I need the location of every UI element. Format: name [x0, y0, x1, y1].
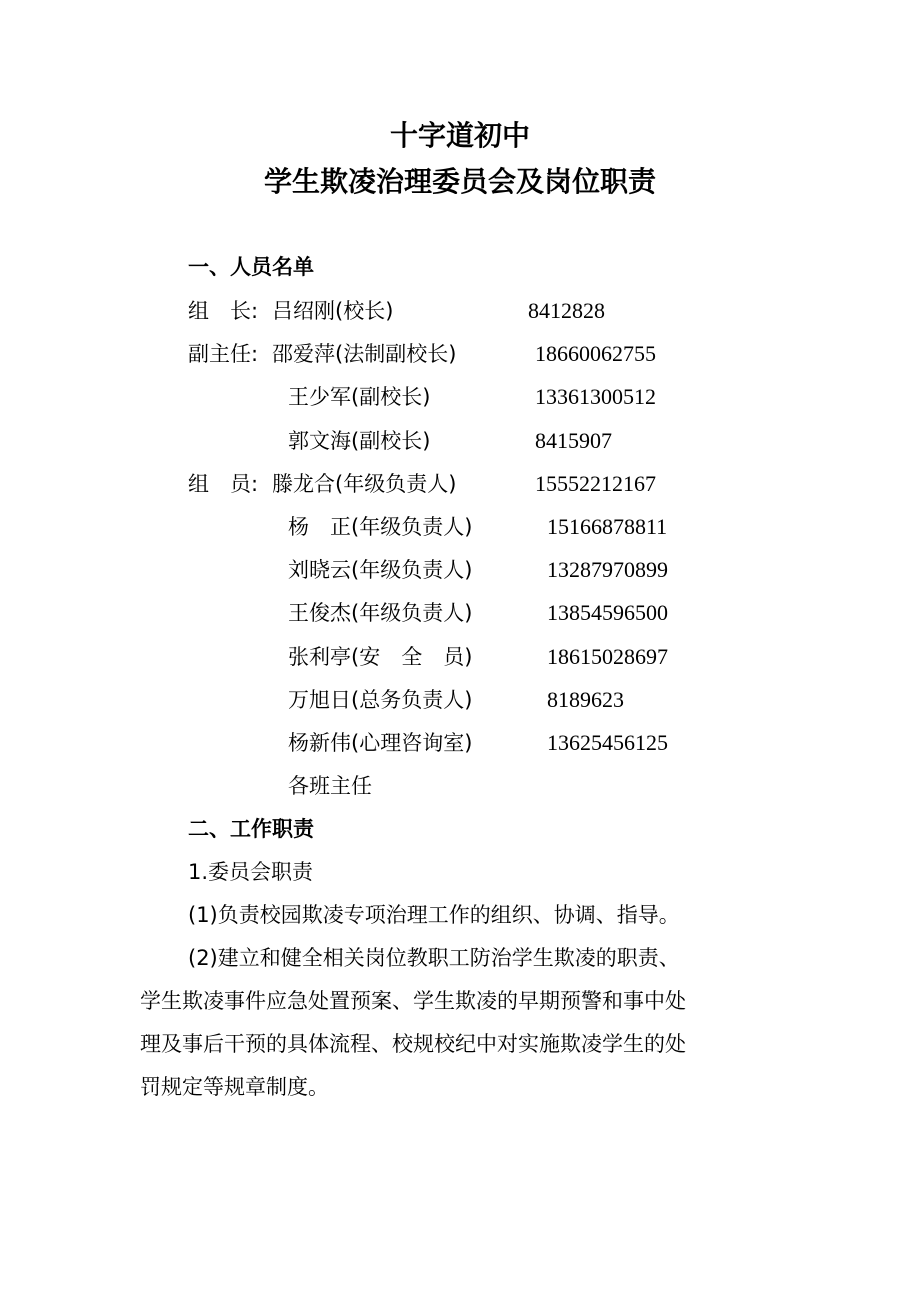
member-phone: 18615028697 — [547, 643, 668, 669]
member-role: 组 长: — [188, 299, 259, 323]
member-name: 郭文海(副校长) — [288, 428, 431, 453]
member-phone: 15552212167 — [535, 470, 656, 496]
member-name: 滕龙合(年级负责人) — [272, 471, 457, 496]
subheading-committee-duties: 1.委员会职责 — [188, 860, 314, 884]
member-name: 王少军(副校长) — [288, 385, 431, 410]
title-line-1: 十字道初中 — [389, 119, 530, 152]
member-name: 张利亭(安 全 员) — [288, 644, 473, 669]
member-role: 副主任: — [188, 342, 259, 367]
member-phone: 8412828 — [528, 298, 605, 323]
member-name: 杨新伟(心理咨询室) — [288, 731, 473, 755]
duty-item-2-line: 罚规定等规章制度。 — [140, 1075, 329, 1099]
member-phone: 18660062755 — [535, 341, 656, 367]
duty-item-2-line: 学生欺凌事件应急处置预案、学生欺凌的早期预警和事中处 — [140, 989, 686, 1013]
member-name: 各班主任 — [288, 774, 372, 799]
duty-item-1: (1)负责校园欺凌专项治理工作的组织、协调、指导。 — [188, 903, 680, 927]
member-phone: 8189623 — [547, 686, 624, 712]
member-phone: 13625456125 — [547, 730, 668, 755]
member-name: 吕绍刚(校长) — [272, 299, 394, 323]
member-name: 刘晓云(年级负责人) — [288, 558, 473, 583]
member-name: 王俊杰(年级负责人) — [288, 601, 473, 626]
member-phone: 13854596500 — [547, 600, 668, 626]
member-name: 杨 正(年级负责人) — [288, 515, 473, 539]
duty-item-2-line: (2)建立和健全相关岗位教职工防治学生欺凌的职责、 — [188, 946, 680, 970]
title-line-2: 学生欺凌治理委员会及岗位职责 — [263, 165, 656, 198]
member-name: 万旭日(总务负责人) — [288, 687, 473, 712]
member-phone: 13287970899 — [547, 557, 668, 583]
member-name: 邵爱萍(法制副校长) — [272, 342, 457, 367]
member-role: 组 员: — [188, 471, 259, 496]
member-phone: 15166878811 — [547, 514, 668, 539]
section-heading-duties: 二、工作职责 — [188, 817, 314, 841]
member-phone: 8415907 — [535, 427, 612, 453]
duty-item-2-line: 理及事后干预的具体流程、校规校纪中对实施欺凌学生的处 — [140, 1032, 686, 1056]
member-phone: 13361300512 — [535, 384, 656, 410]
section-heading-personnel: 一、人员名单 — [188, 255, 314, 279]
